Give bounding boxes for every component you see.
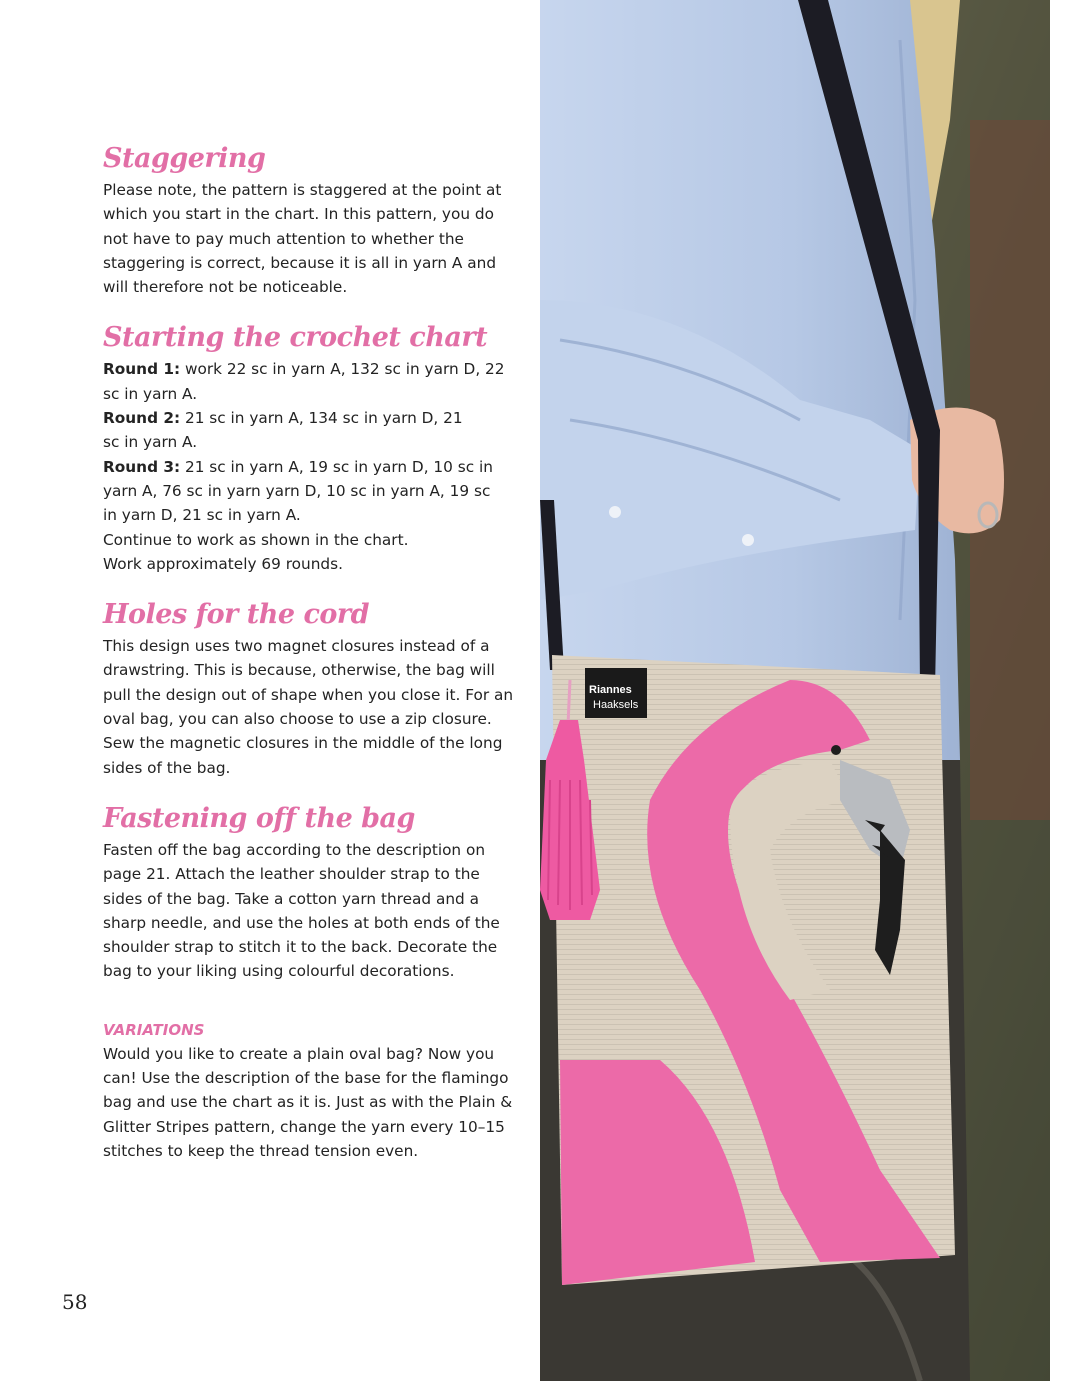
flamingo-eye <box>831 745 841 755</box>
brand-label-line1: Riannes <box>589 684 632 696</box>
round-1-label: Round 1: <box>103 360 181 379</box>
round-3 <box>103 455 518 528</box>
continue-text: Continue to work as shown in the chart. <box>103 530 409 549</box>
round-2-label: Round 2: <box>103 409 181 428</box>
holes-body: This design uses two magnet closures instead of a drawstring. This is because, otherwise, the bag will pull the design out of shape when you close it. For an oval bag, you can also choose to use a zip closure. Sew the magnetic closures in the middle of the long sides of the bag. <box>103 637 514 777</box>
variations-body: Would you like to create a plain oval bag? Now you can! Use the description of the base for the flamingo bag and use the chart as it is. Just as with the Plain & Glitter Stripes pattern, change the yarn every 10–15 stitches to keep the thread tension even. <box>103 1044 513 1160</box>
shirt-button <box>609 506 621 518</box>
flamingo-bag-photo <box>540 0 1050 1381</box>
round-3-label: Round 3: <box>103 457 181 476</box>
section-variations <box>103 1018 518 1163</box>
round-3-text: 21 sc in yarn A, 19 sc in yarn D, 10 sc in yarn A, 76 sc in yarn yarn D, 10 sc in yarn A, 19 sc in yarn D, 21 sc in yarn A. <box>103 457 493 525</box>
heading-holes: Holes for the cord <box>103 599 370 631</box>
section-staggering <box>103 142 518 299</box>
staggering-body: Please note, the pattern is staggered at the point at which you start in the chart. In this pattern, you do not have to pay much attention to whether the staggering is correct, because it is all in yarn A and will therefore not be noticeable. <box>103 181 502 297</box>
heading-staggering: Staggering <box>103 143 266 174</box>
tassel-cord <box>568 680 570 725</box>
section-fastening <box>103 802 518 984</box>
brand-label-line2: Haaksels <box>593 699 639 711</box>
round-2 <box>103 406 518 455</box>
round-2-text: 21 sc in yarn A, 134 sc in yarn D, 21 sc in yarn A. <box>103 409 463 452</box>
round-1-text: work 22 sc in yarn A, 132 sc in yarn D, 22 sc in yarn A. <box>103 360 505 403</box>
section-holes <box>103 598 518 780</box>
approx-rounds-text: Work approximately 69 rounds. <box>103 554 343 573</box>
section-starting-chart <box>103 321 518 576</box>
heading-starting-chart: Starting the crochet chart <box>103 322 488 354</box>
variations-label: VARIATIONS <box>103 1020 205 1039</box>
fastening-body: Fasten off the bag according to the description on page 21. Attach the leather shoulder strap to the sides of the bag. Take a cotton yarn thread and a sharp needle, and use the holes at both ends of the shoulder strap to stitch it to the back. Decorate the bag to your liking using colourful decorations. <box>103 840 500 981</box>
shirt-button <box>742 534 754 546</box>
heading-fastening: Fastening off the bag <box>103 802 415 834</box>
page-number: 58 <box>62 1290 88 1314</box>
round-1 <box>103 357 518 406</box>
article-text <box>103 142 518 1185</box>
photo-illustration <box>540 0 1050 1381</box>
